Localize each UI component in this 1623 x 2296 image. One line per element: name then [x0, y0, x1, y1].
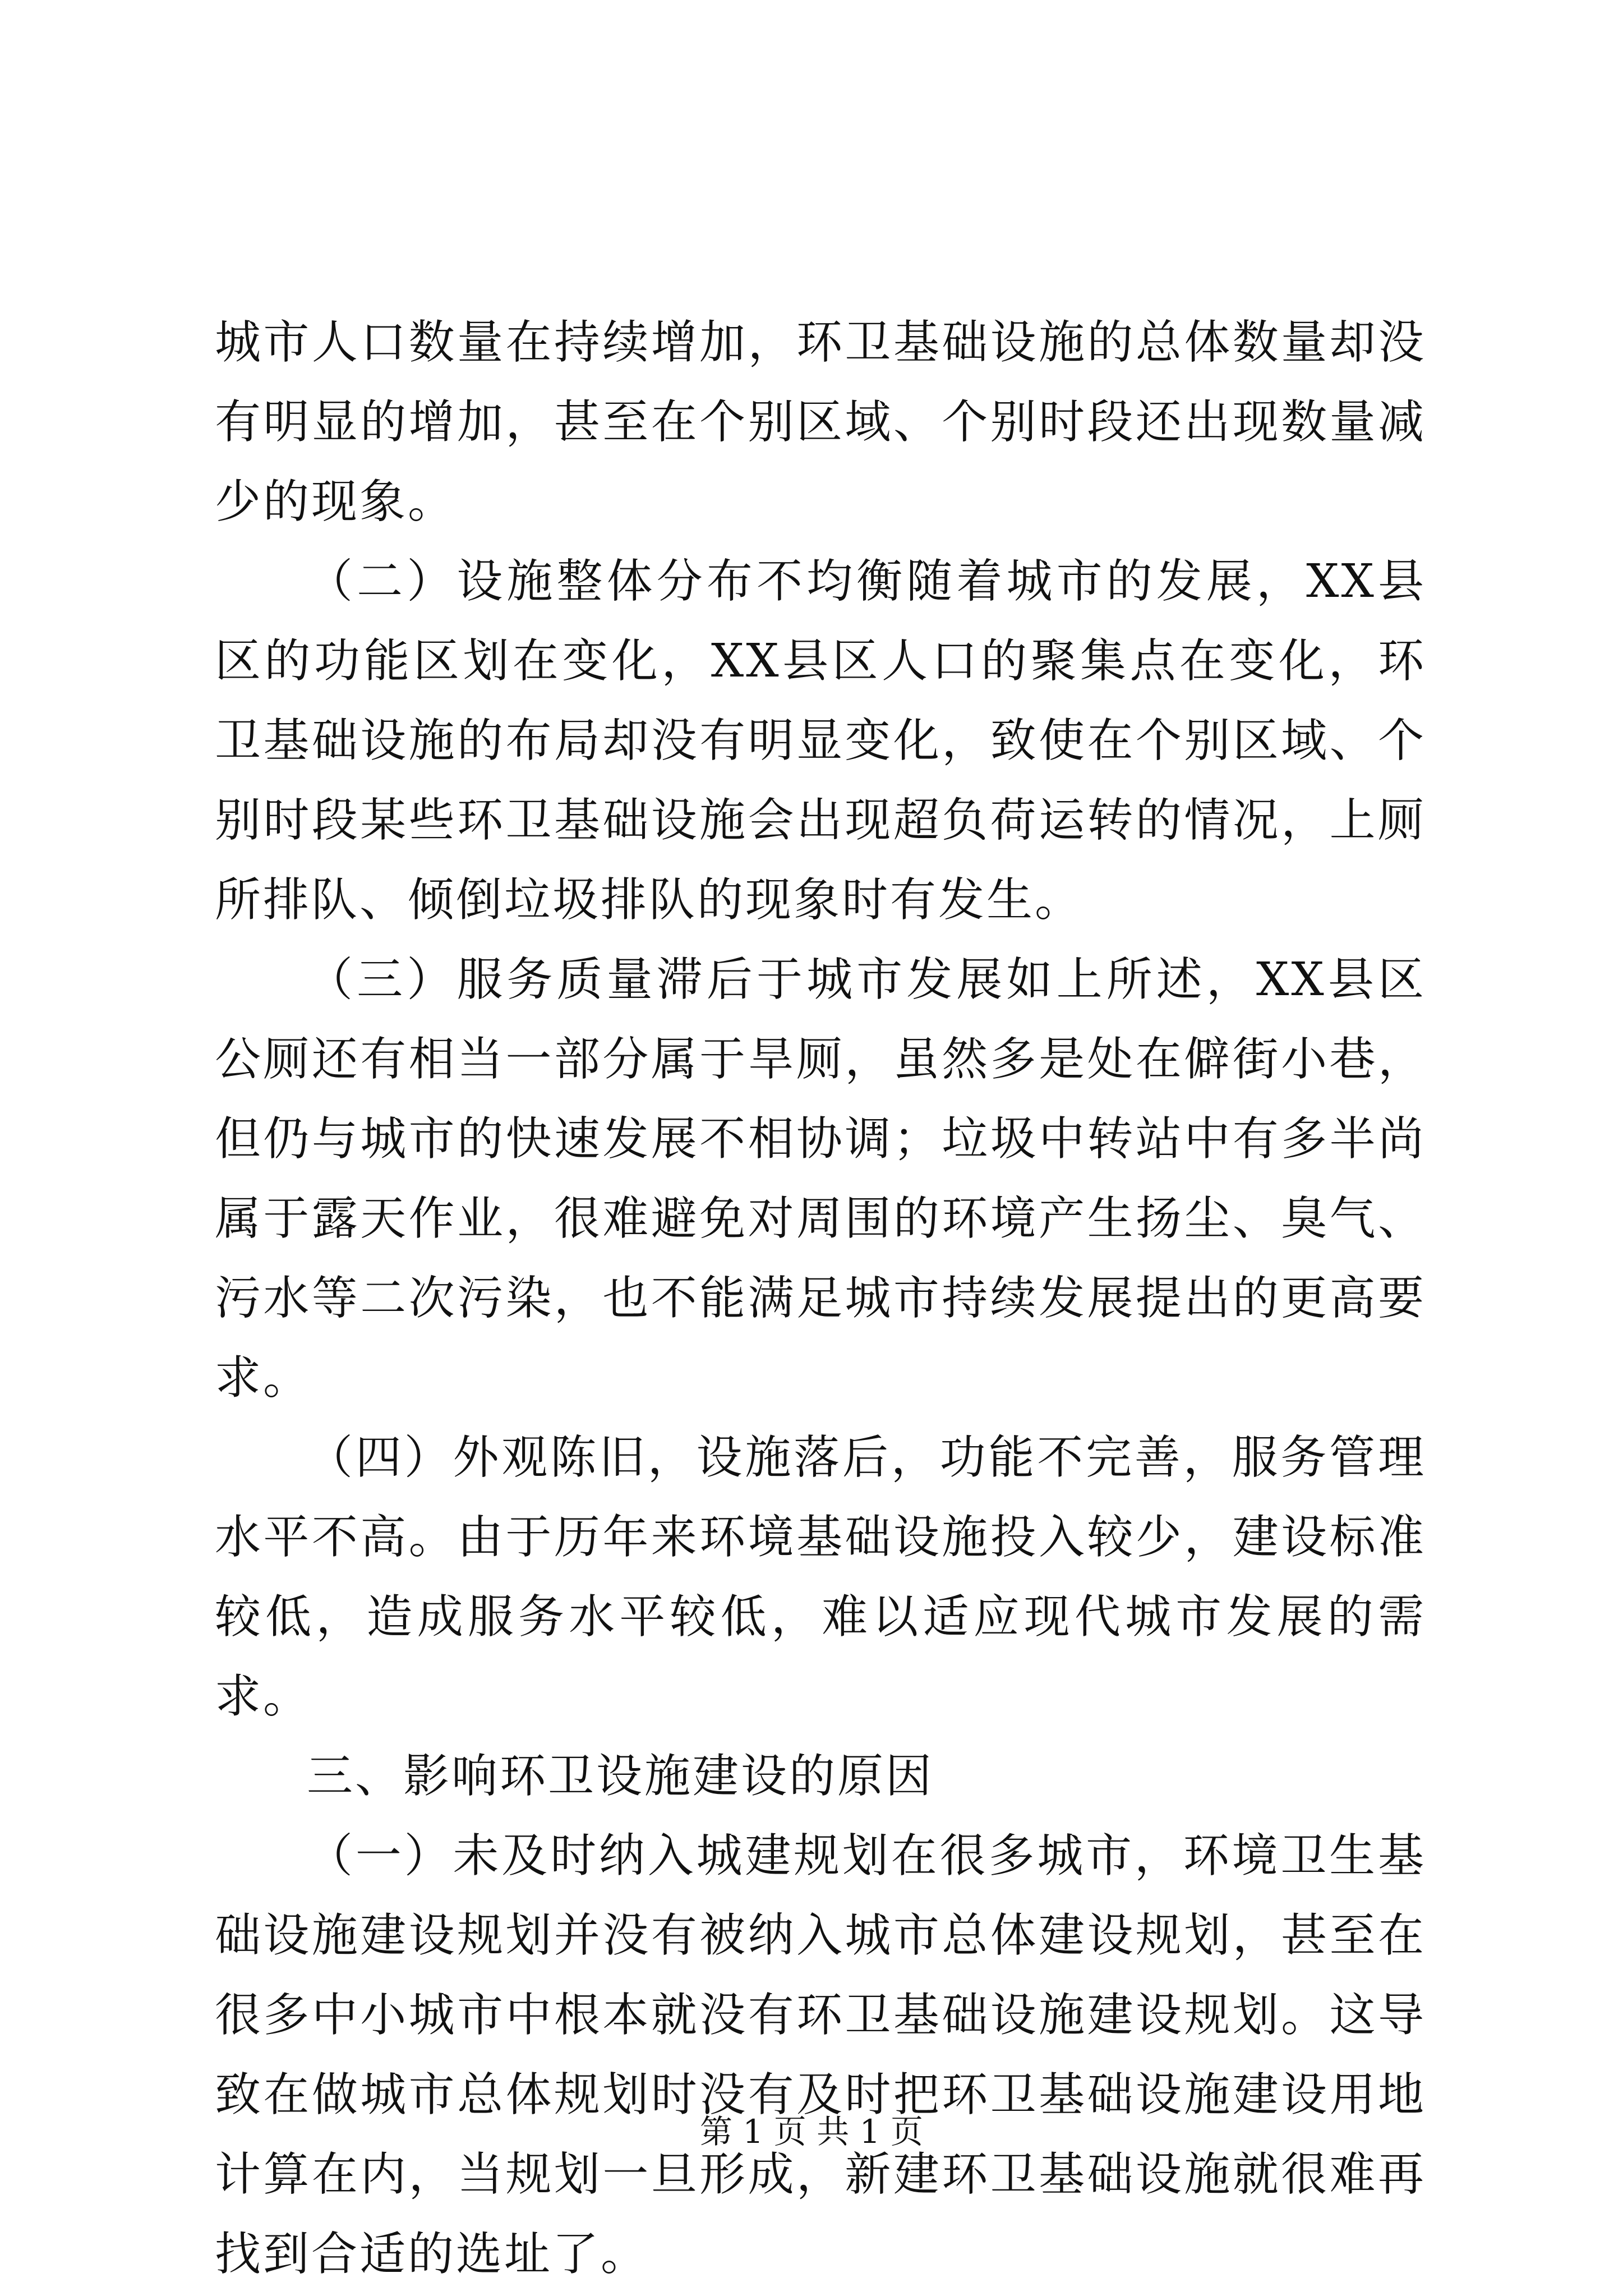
paragraph-cause-one: （一）未及时纳入城建规划在很多城市，环境卫生基础设施建设规划并没有被纳入城市总体建设规划，甚至在很多中小城市中根本就没有环卫基础设施建设规划。这导致在做城市总体规划时没有及时把环卫基础设施建设用地计算在内，当规划一旦形成，新建环卫基础设施就很难再找到合适的选址了。: [215, 1829, 1426, 2281]
paragraph-section-three: （三）服务质量滞后于城市发展如上所述，XX县区公厕还有相当一部分属于旱厕，虽然多是处在僻街小巷，但仍与城市的快速发展不相协调；垃圾中转站中有多半尚属于露天作业，很难避免对周围的环境产生扬尘、臭气、污水等二次污染，也不能满足城市持续发展提出的更高要求。: [215, 953, 1426, 1405]
document-body: [215, 303, 1426, 2294]
page-number-footer: 第 1 页 共 1 页: [700, 2113, 923, 2151]
section-heading-causes: 三、影响环卫设施建设的原因: [307, 1750, 934, 1803]
paragraph-continuation: 城市人口数量在持续增加，环卫基础设施的总体数量却没有明显的增加，甚至在个别区域、个别时段还出现数量减少的现象。: [215, 316, 1426, 528]
paragraph-section-two: （二）设施整体分布不均衡随着城市的发展，XX县区的功能区划在变化，XX县区人口的聚集点在变化，环卫基础设施的布局却没有明显变化，致使在个别区域、个别时段某些环卫基础设施会出现超负荷运转的情况，上厕所排队、倾倒垃圾排队的现象时有发生。: [215, 555, 1426, 927]
paragraph-section-four: （四）外观陈旧，设施落后，功能不完善，服务管理水平不高。由于历年来环境基础设施投入较少，建设标准较低，造成服务水平较低，难以适应现代城市发展的需求。: [215, 1431, 1426, 1723]
